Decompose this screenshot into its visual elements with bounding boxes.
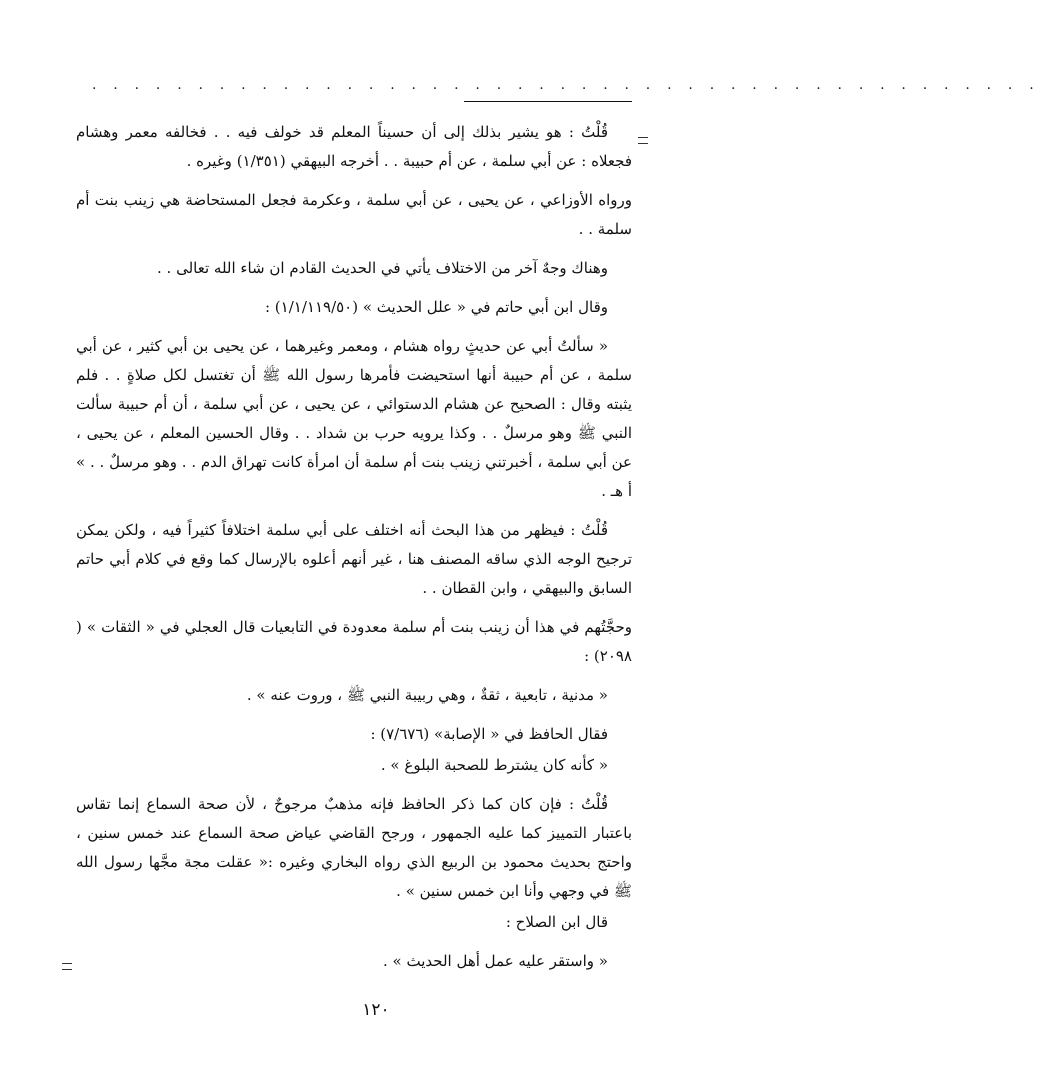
header-rule — [464, 101, 632, 102]
quote-paragraph: « واستقر عليه عمل أهل الحديث » . — [383, 952, 608, 970]
margin-mark — [62, 963, 72, 970]
quote-paragraph: « كأنه كان يشترط للصحبة البلوغ » . — [380, 756, 608, 774]
paragraph: ورواه الأوزاعي ، عن يحيى ، عن أبي سلمة ، وعكرمة فجعل المستحاضة هي زينب بنت أم سلمة . . — [76, 191, 632, 238]
paragraph: قُلْتُ : هو يشير بذلك إلى أن حسيناً المعلم قد خولف فيه . . فخالفه معمر وهشام فجعلاه : عن أبي سلمة ، عن أم حبيبة . . أخرجه البيهقي (١/٣٥١) وغيره . — [76, 123, 632, 170]
paragraph: قُلْتُ : فيظهر من هذا البحث أنه اختلف على أبي سلمة اختلافاً كثيراً فيه ، ولكن يمكن ترجيح الوجه الذي ساقه المصنف هنا ، غير أنهم أعلوه بالإرسال كما وقع في كلام أبي حاتم السابق والبيهقي ، وابن القطان . . — [76, 521, 632, 597]
body-text — [76, 118, 632, 986]
margin-mark — [638, 137, 648, 144]
paragraph: وهناك وجهٌ آخر من الاختلاف يأتي في الحديث القادم ان شاء الله تعالى . . — [157, 259, 608, 277]
paragraph: وقال ابن أبي حاتم في « علل الحديث » (١/١/١١٩/٥٠) : — [264, 298, 608, 316]
paragraph: فقال الحافظ في « الإصابة» (٧/٦٧٦) : — [370, 725, 608, 743]
paragraph: وحجَّتُهم في هذا أن زينب بنت أم سلمة معدودة في التابعيات قال العجلي في « الثقات » ( ٢٠٩٨) : — [76, 618, 632, 665]
quote-paragraph: « مدنية ، تابعية ، ثقةٌ ، وهي ربيبة النبي ﷺ ، وروت عنه » . — [246, 686, 608, 704]
page-number: ١٢٠ — [362, 1000, 390, 1020]
paragraph: قُلْتُ : فإن كان كما ذكر الحافظ فإنه مذهبٌ مرجوحٌ ، لأن صحة السماع إنما تقاس باعتبار التمييز كما عليه الجمهور ، ورجح القاضي عياض صحة السماع عند خمس سنين ، واحتج بحديث محمود بن الربيع الذي رواه البخاري وغيره :« عقلت مجة مجَّها رسول الله ﷺ في وجهي وأنا ابن خمس سنين » . — [76, 795, 632, 900]
paragraph: قال ابن الصلاح : — [505, 913, 608, 931]
header-dotted-line: . . . . . . . . . . . . . . . . . . . . . . . . . . . . . . . . . . . . . . . . . . . . . — [92, 77, 1040, 93]
quote-paragraph: « سألتُ أبي عن حديثٍ رواه هشام ، ومعمر وغيرهما ، عن يحيى بن أبي كثير ، عن أبي سلمة ، عن أم حبيبة أنها استحيضت فأمرها رسول الله ﷺ أن تغتسل لكل صلاةٍ . . فلم يثبته وقال : الصحيح عن هشام الدستوائي ، عن يحيى ، عن أبي سلمة ، أن أم حبيبة سألت النبي ﷺ وهو مرسلٌ . . وكذا يرويه حرب بن شداد . . وقال الحسين المعلم ، عن يحيى ، عن أبي سلمة ، أخبرتني زينب بنت أم سلمة أن امرأة كانت تهراق الدم . . وهو مرسلٌ . . » أ هـ . — [76, 337, 632, 500]
